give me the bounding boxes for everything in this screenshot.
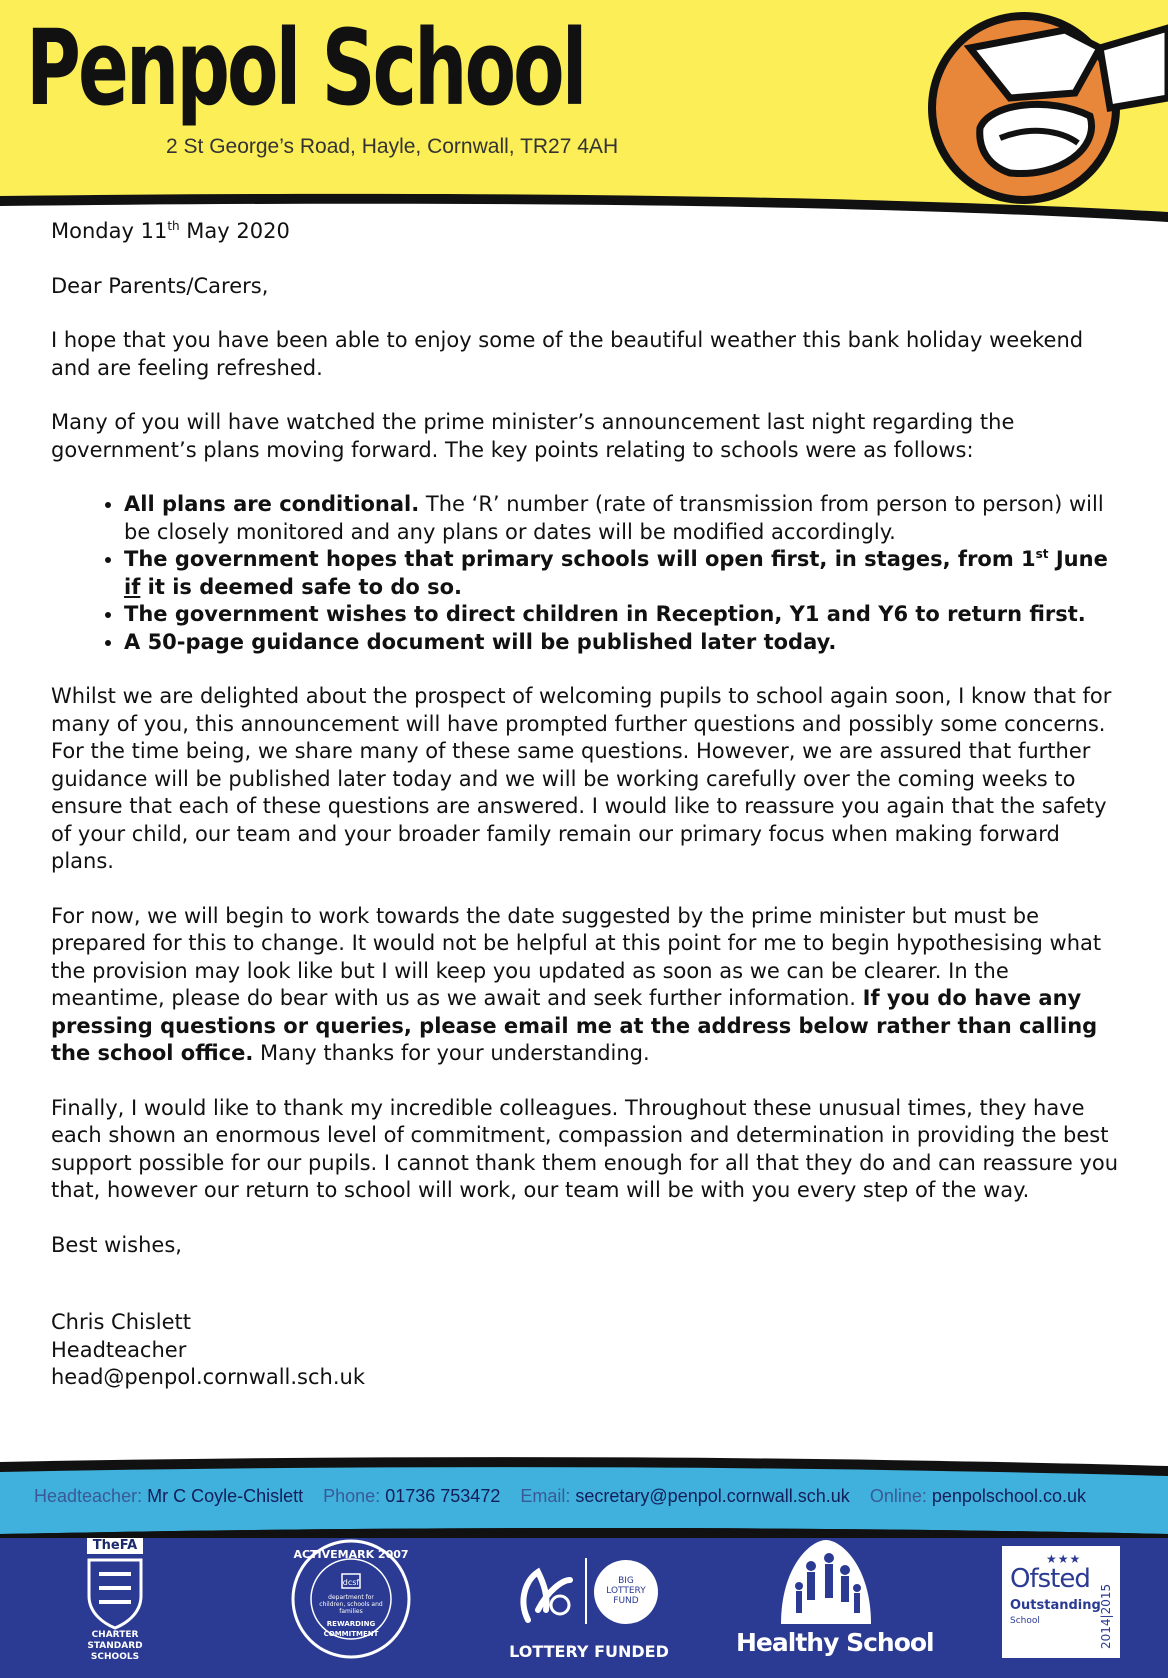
activemark-logo: ACTIVEMARK 2007 dcsf department for children, schools and families REWARDING COMMITMENT	[290, 1538, 412, 1660]
letter-date: Monday 11th May 2020	[51, 219, 290, 243]
ofsted-outstanding-logo: ★★★ Ofsted Outstanding School 2014|2015	[1002, 1546, 1120, 1658]
fa-charter-standard-logo: TheFA CHARTER STANDARD SCHOOLS	[70, 1538, 160, 1678]
school-address: 2 St George’s Road, Hayle, Cornwall, TR27 4AH	[166, 135, 619, 158]
school-name: Penpol School	[26, 7, 585, 129]
lottery-funded-logo: BIG LOTTERY FUND LOTTERY FUNDED	[508, 1550, 668, 1670]
signer-email: head@penpol.cornwall.sch.uk	[51, 1365, 365, 1389]
letter-body	[51, 218, 1126, 1392]
footer-email[interactable]: secretary@penpol.cornwall.sch.uk	[575, 1486, 850, 1506]
paragraph-announcement: Many of you will have watched the prime minister’s announcement last night regarding the government’s plans moving forward. The key points relating to schools were as follows:	[51, 410, 1015, 462]
closing: Best wishes,	[51, 1232, 182, 1257]
healthy-school-figures-icon	[771, 1536, 881, 1626]
key-points-list	[51, 491, 1126, 656]
list-item: • A 50-page guidance document will be published later today.	[124, 629, 1126, 657]
letterhead	[0, 0, 1168, 240]
salutation: Dear Parents/Carers,	[51, 273, 269, 298]
list-item: • The government wishes to direct children in Reception, Y1 and Y6 to return first.	[124, 601, 1126, 629]
footer-website[interactable]: penpolschool.co.uk	[931, 1486, 1086, 1506]
letter-footer	[0, 1450, 1168, 1678]
school-crest-logo	[900, 8, 1168, 208]
list-item: • The government hopes that primary schools will open first, in stages, from 1st June if it is deemed safe to do so.	[124, 546, 1126, 601]
fa-shield-icon	[85, 1556, 145, 1630]
signer-name: Chris Chislett	[51, 1310, 192, 1334]
paragraph-next-steps: For now, we will begin to work towards the date suggested by the prime minister but must be prepared for this to change. It would not be helpful at this point for me to begin hypothesising what the provision may look like but I will keep you updated as soon as we can be clearer. In the meantime, please do bear with us as we await and seek further information. If you do have any pressing questions or queries, please email me at the address below rather than calling the school office. Many thanks for your understanding.	[51, 903, 1102, 1065]
footer-phone: 01736 753472	[385, 1486, 501, 1506]
paragraph-thanks: Finally, I would like to thank my incredible colleagues. Throughout these unusual times, they have each shown an enormous level of commitment, compassion and determination in providing the best support possible for our pupils. I cannot thank them enough for all that they do and can reassure you that, however our return to school will work, our team will be with you every step of the way.	[51, 1095, 1119, 1202]
ofsted-stars-icon: ★★★	[1046, 1552, 1082, 1566]
paragraph-intro: I hope that you have been able to enjoy some of the beautiful weather this bank holiday weekend and are feeling refreshed.	[51, 328, 1084, 380]
healthy-school-logo: Healthy School	[736, 1536, 916, 1666]
signer-title: Headteacher	[51, 1337, 187, 1362]
contact-bar: Headteacher: Mr C Coyle-Chislett Phone: 01736 753472 Email: secretary@penpol.cornwall.sch.uk Online: penpolschool.co.uk	[34, 1486, 1086, 1506]
paragraph-concerns: Whilst we are delighted about the prospect of welcoming pupils to school again soon, I know that for many of you, this announcement will have prompted further questions and possibly some concerns. For the time being, we share many of these same questions. However, we are assured that further guidance will be published later today and we will be working carefully over the coming weeks to ensure that each of these questions are answered. I would like to reassure you again that the safety of your child, our team and your broader family remain our primary focus when making forward plans.	[51, 684, 1112, 873]
accreditation-logos	[0, 1532, 1168, 1678]
list-item: • All plans are conditional. The ‘R’ number (rate of transmission from person to person) will be closely monitored and any plans or dates will be modified accordingly.	[124, 491, 1126, 546]
footer-headteacher: Mr C Coyle-Chislett	[147, 1486, 304, 1506]
